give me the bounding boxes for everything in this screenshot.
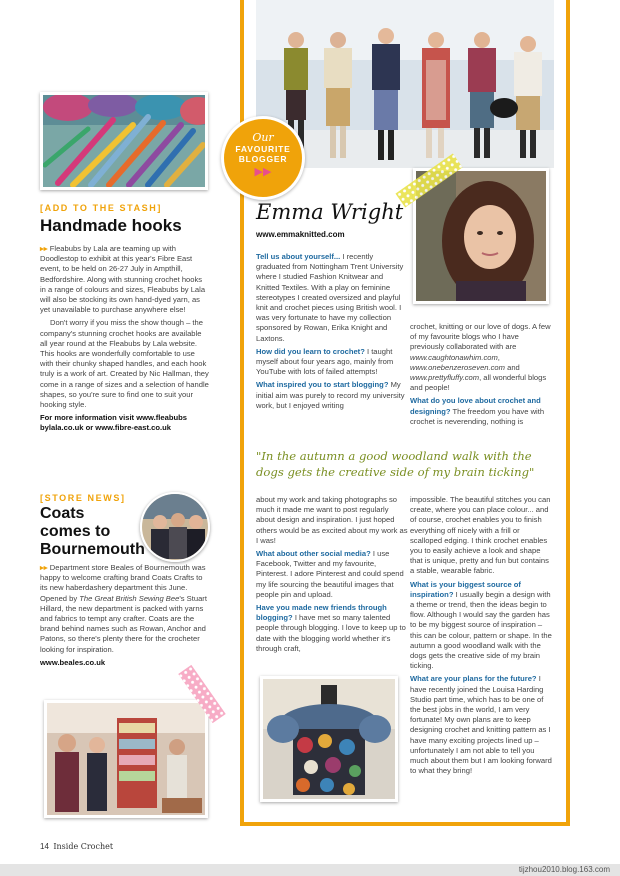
question-3: What inspired you to start blogging? [256,380,389,390]
answer-4: The freedom you have with crochet is neverending, nothing is [410,406,545,426]
bullet-icon: ▸▸ [40,563,48,572]
col3-text: about my work and taking photographs so much it made me want to post regularly about design and inspiration. I just hoped others would be as excited about my work as I was! [256,495,408,545]
page-footer [40,842,113,851]
question-5: What about other social media? [256,549,371,559]
answer-8: I have recently joined the Louisa Harding Studio part time, which has to be one of the best jobs in the world, I am very fortunate! My own plans are to keep designing crochet and knitting pattern as I have many exciting projects lined up – unfortunately I am not able to tell you much about them but I am looking forward to what they bring! [410,674,552,776]
store-link[interactable]: www.beales.co.uk [40,657,106,667]
badge-line-2: FAVOURITE [235,144,291,154]
badge-line-3: BLOGGER [238,154,288,164]
store-show-title: The Great British Sewing Bee [79,593,180,603]
col4-text: impossible. The beautiful stitches you can create, where you can place colour... and of course, crochet enables you to finish everything off nicely with a frill or scalloped edging. I think crochet enables you to easily achieve a look and shape that is unique, pretty and fun but contains a stable, wearable fabric. [410,495,551,576]
answer-3: My initial aim was purely to record my university work, but I enjoyed writing [256,380,405,410]
pull-quote: "In the autumn a good woodland walk with the dogs gets the creative side of my brain ticking" [256,449,535,479]
store-title-line-1: Coats [40,505,85,522]
question-2: How did you learn to crochet? [256,346,365,356]
interview-column-4 [410,495,552,779]
question-7: What is your biggest source of inspiration? [410,579,521,599]
favourite-blogger-badge [221,116,305,200]
interview-column-2: crochet, knitting or our love of dogs. A few of my favourite blogs who I have previously collaborated with are www.caughtonawhim.com, www.onebenzeroseven.com and www.prettyfluffy.com, all wonderful blogs and people! What do you love about crochet and designing? The freedom you have with crochet is neverending, nothing is [410,322,551,426]
answer-7: I usually begin a design with a theme or trend, then the ideas begin to flow. Although I would say the garden has to be my biggest source of inspiration – this can be colour, pattern or shape. In the autumn a good woodland walk with the dogs gets the creative side of my brain ticking. [410,589,552,671]
blog-link-2[interactable]: www.onebenzeroseven.com [410,362,505,372]
hooks-photo [40,92,208,190]
stash-title: Handmade hooks [40,216,182,235]
stash-para-1: Fleabubs by Lala are teaming up with Doodlestop to exhibit at this year's Fibre East event, to be held on 26-27 July in Ampthill, Bedfordshire. Along with stunning crochet hooks in a range of colours and sizes, Fleabubs by Lala will also be stocking its own hand-dyed yarn, as yet unavailable to purchase anywhere else! [40,244,206,315]
badge-line-1: Our [252,131,274,144]
stash-kicker: [ADD TO THE STASH] [40,203,162,213]
blogger-url[interactable]: www.emmaknitted.com [256,230,345,239]
store-para-b: 's Stuart Hillard, the new department is packed with yarns and fabrics to tempt any crafter. Coats are the brand behind names such as Rowan, Anchor and Patons, so there's plenty there for the crocheter looking for inspiration. [40,593,207,654]
page-number: 14 [40,842,49,851]
question-4: What do you love about crochet and designing? [410,396,541,416]
stash-para-2: Don't worry if you miss the show though – the company's stunning crochet hooks are available all year round at the Fleabubs by Lala website. This hooks are wonderfully comfortable to use with their chunky shaped handles, and each hook truly is a work of art. Created by Nic Hallman, they come in a range of sizes and a selection of handle shapes, so you're sure to find one to suit your hooking style. [40,318,209,410]
question-8: What are your plans for the future? [410,674,537,684]
blogger-portrait [413,168,549,304]
watermark: tijzhou2010.blog.163.com [518,865,610,874]
magazine-name: Inside Crochet [53,842,114,851]
answer-5: I use Facebook, Twitter and my favourite, Pinterest. I adore Pinterest and could spend my life sourcing the beautiful images that people pin and upload. [256,549,404,599]
question-1: Tell us about yourself... [256,252,341,261]
store-circle-photo [140,492,210,562]
interview-column-3 [256,495,408,657]
col2-end: , all wonderful blogs and people! [410,373,547,393]
col2-text: crochet, knitting or our love of dogs. A few of my favourite blogs who I have previously collaborated with are [410,322,551,352]
crochet-garment-photo [260,676,398,802]
store-title [40,505,145,559]
store-title-line-3: Bournemouth [40,541,145,558]
store-interior-photo [44,700,208,818]
store-para-a: Department store Beales of Bournemouth was happy to welcome crafting brand Coats Crafts to its new haberdashery department this June. Opened by [40,563,206,603]
store-body [40,563,212,671]
store-title-line-2: comes to [40,523,111,540]
blog-link-1[interactable]: www.caughtonawhim.com [410,352,498,362]
store-kicker: [STORE NEWS] [40,493,126,503]
blogger-name: Emma Wright [256,200,404,224]
bullet-icon: ▸▸ [40,244,48,253]
interview-column-1 [256,252,408,414]
stash-more-info[interactable]: For more information visit www.fleabubs bylala.co.uk or www.fibre-east.co.uk [40,413,187,433]
col2-and: and [504,362,520,372]
answer-6: I have met so many talented people through blogging. I love to keep up to date with the blogging world whether it's through craft, [256,613,406,653]
answer-1: I recently graduated from Nottingham Trent University where I studied Fashion Knitwear and Knitted Textiles. With a play on feminine stereotypes I created oversized and playful knit and crochet pieces using British wool. I was very fortunate to have my collection sponsored by Rowan, Erika Knight and Laxtons. [256,252,404,343]
blog-link-3[interactable]: www.prettyfluffy.com [410,373,480,383]
answer-2: I taught myself about four years ago, mainly from YouTube with lots of failed attempts! [256,346,394,377]
question-6: Have you made new friends through blogging? [256,603,387,623]
stash-body [40,244,210,437]
arrow-icon: ▶▶ [254,166,272,178]
